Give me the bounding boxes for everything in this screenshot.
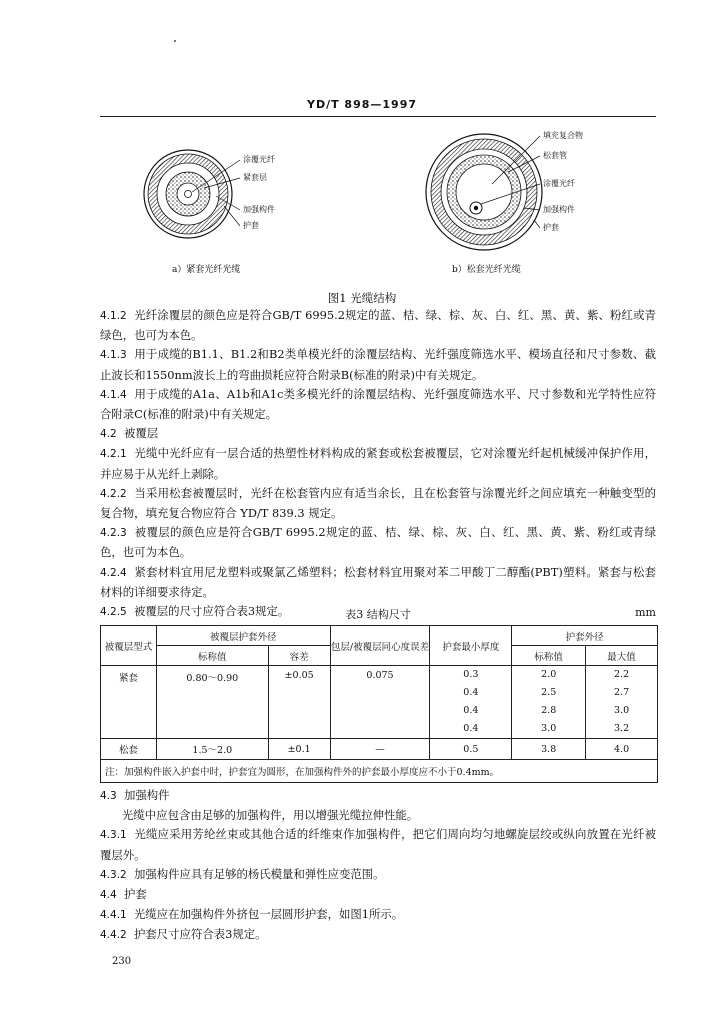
th-tolerance: 容差 xyxy=(268,646,330,666)
caption-a: a）紧套光纤光缆 xyxy=(172,265,241,275)
th-jacket-nominal: 标称值 xyxy=(512,646,586,666)
cell-nominal-loose: 1.5～2.0 xyxy=(156,739,268,760)
cell-jnominal-loose: 3.8 xyxy=(512,739,586,760)
clause-4-2-2: 4.2.2 当采用松套被覆层时，光纤在松套管内应有适当余长，且在松套管与涂覆光纤之间应填充一种触变型的复合物，填充复合物应符合 YD/T 839.3 规定。 xyxy=(100,485,656,521)
figure-1 xyxy=(100,128,656,278)
tight-cable-cross-section xyxy=(144,150,240,238)
cell-minthick-tight: 0.3 0.4 0.4 0.4 xyxy=(430,666,512,739)
clause-4-3-1: 4.3.1 光缆应采用芳纶丝束或其他合适的纤维束作加强构件，把它们周向均匀地螺旋层绞或纵向放置在光纤被覆层外。 xyxy=(100,827,656,862)
clause-4-4: 4.4 护套 xyxy=(100,887,147,902)
cell-jmax-tight: 2.2 2.7 3.0 3.2 xyxy=(586,666,658,739)
clause-4-3-intro: 光缆中应包含由足够的加强构件，用以增强光缆拉伸性能。 xyxy=(122,808,419,823)
clause-4-2-3: 4.2.3 被覆层的颜色应是符合GB/T 6995.2规定的蓝、桔、绿、棕、灰、白、红、黑、黄、紫、粉红或青绿色，也可为本色。 xyxy=(100,525,656,560)
body-upper xyxy=(100,306,656,622)
cell-jnominal-tight: 2.0 2.5 2.8 3.0 xyxy=(512,666,586,739)
cell-type-tight: 紧套 xyxy=(101,666,157,739)
cell-type-loose: 松套 xyxy=(101,739,157,760)
scan-speck xyxy=(174,40,176,42)
cell-minthick-loose: 0.5 xyxy=(430,739,512,760)
clause-4-2-5: 4.2.5 被覆层的尺寸应符合表3规定。 xyxy=(100,604,290,619)
header-rule xyxy=(100,116,656,117)
label-jacket-a: 护套 xyxy=(243,221,259,230)
page-header: YD/T 898—1997 xyxy=(306,98,418,111)
clause-4-2-4: 4.2.4 紧套材料宜用尼龙塑料或聚氯乙烯塑料；松套材料宜用聚对苯二甲酸丁二醇酯(PBT)塑料。紧套与松套材料的详细要求待定。 xyxy=(100,564,656,599)
label-loose-tube: 松套管 xyxy=(543,151,567,160)
table-title: 表3 结构尺寸 xyxy=(345,608,411,621)
table-unit: mm xyxy=(635,606,656,619)
body-lower xyxy=(100,786,656,946)
clause-4-2: 4.2 被覆层 xyxy=(100,426,159,441)
table-row-tight xyxy=(101,666,658,739)
th-concentricity: 包层/被覆层同心度误差 xyxy=(330,626,430,666)
label-strength-member-b: 加强构件 xyxy=(543,205,575,214)
th-jacket-od: 护套外径 xyxy=(512,626,658,646)
page-number: 230 xyxy=(112,956,132,967)
structure-size-table xyxy=(100,625,658,783)
clause-4-2-1: 4.2.1 光缆中光纤应有一层合适的热塑性材料构成的紧套或松套被覆层，它对涂覆光纤起机械缓冲保护作用，并应易于从光纤上剥除。 xyxy=(100,446,656,481)
th-type: 被覆层型式 xyxy=(101,626,157,666)
loose-cable-cross-section xyxy=(426,134,542,250)
th-od: 被覆层护套外径 xyxy=(156,626,330,646)
clause-4-3: 4.3 加强构件 xyxy=(100,788,170,802)
cable-diagrams xyxy=(100,128,656,278)
clause-4-1-4: 4.1.4 用于成缆的A1a、A1b和A1c类多模光纤的涂覆层结构、光纤强度筛选水平、尺寸参数和光学特性应符合附录C(标准的附录)中有关规定。 xyxy=(100,386,656,422)
cell-conc-tight: 0.075 xyxy=(330,666,430,739)
clause-4-1-2: 4.1.2 光纤涂覆层的颜色应是符合GB/T 6995.2规定的蓝、桔、绿、棕、灰、白、红、黑、黄、紫、粉红或青绿色，也可为本色。 xyxy=(100,308,656,343)
cell-tol-tight: ±0.05 xyxy=(268,666,330,739)
caption-b: b）松套光纤光缆 xyxy=(452,265,521,275)
label-filling-compound: 填充复合物 xyxy=(543,131,583,140)
figure-title: 图1 光缆结构 xyxy=(327,291,397,305)
clause-4-1-3: 4.1.3 用于成缆的B1.1、B1.2和B2类单模光纤的涂覆层结构、光纤强度筛选水平、模场直径和尺寸参数、截止波长和1550nm波长上的弯曲损耗应符合附录B(标准的附录)中有关规定。 xyxy=(100,347,656,382)
clause-4-4-2: 4.4.2 护套尺寸应符合表3规定。 xyxy=(100,927,267,942)
label-coated-fiber-a: 涂覆光纤 xyxy=(243,155,275,164)
label-jacket-b: 护套 xyxy=(543,223,559,232)
label-coated-fiber-b: 涂覆光纤 xyxy=(543,179,575,188)
clause-4-4-1: 4.4.1 光缆应在加强构件外挤包一层圆形护套，如图1所示。 xyxy=(100,907,404,922)
clause-4-3-2: 4.3.2 加强构件应具有足够的杨氏模量和弹性应变范围。 xyxy=(100,866,385,881)
cell-tol-loose: ±0.1 xyxy=(268,739,330,760)
label-tight-layer: 紧套层 xyxy=(243,173,267,182)
th-jacket-max: 最大值 xyxy=(586,646,658,666)
cell-conc-loose: — xyxy=(330,739,430,760)
table-row-loose xyxy=(101,739,658,760)
table-note: 注：加强构件嵌入护套中时，护套宜为圆形，在加强构件外的护套最小厚度应不小于0.4mm。 xyxy=(101,760,658,783)
th-nominal: 标称值 xyxy=(156,646,268,666)
label-strength-member-a: 加强构件 xyxy=(243,205,275,214)
th-min-thickness: 护套最小厚度 xyxy=(430,626,512,666)
cell-nominal-tight: 0.80～0.90 xyxy=(156,666,268,739)
cell-jmax-loose: 4.0 xyxy=(586,739,658,760)
